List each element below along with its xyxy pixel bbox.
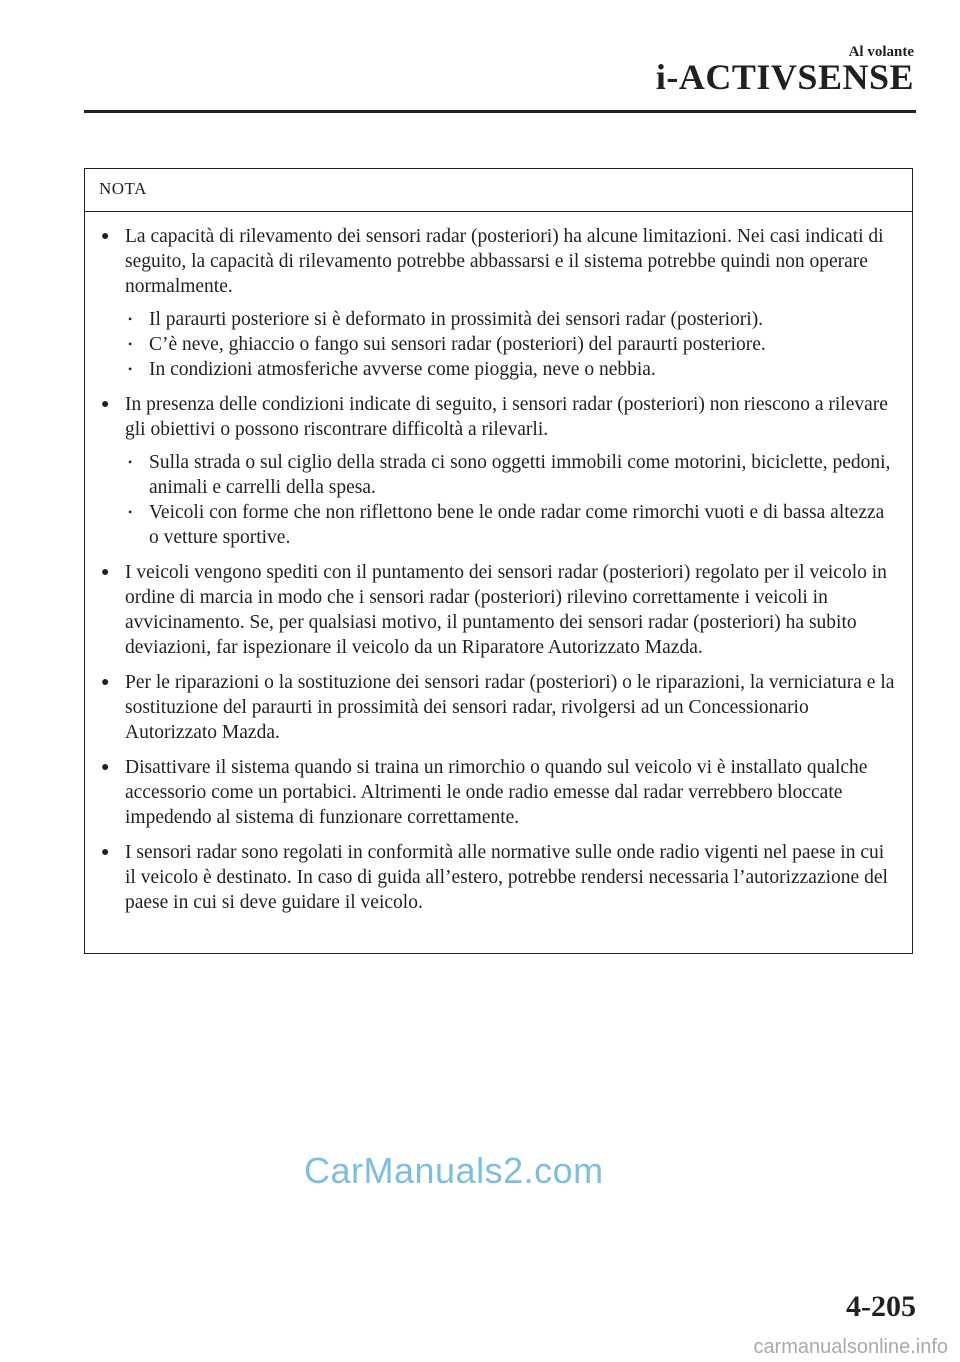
bullet-icon: ● xyxy=(101,229,110,244)
list-item-text: Disattivare il sistema quando si traina un rimorchio o quando sul veicolo vi è installato qualche accessorio come un portabici. Altrimenti le onde radio emesse dal radar verrebbero bloccate impedendo al sistema di funzionare correttamente. xyxy=(125,757,868,828)
list-item xyxy=(99,840,898,915)
list-item-text: In presenza delle condizioni indicate di seguito, i sensori radar (posteriori) non riescono a rilevare gli obiettivi o possono riscontrare difficoltà a rilevarli. xyxy=(125,394,888,440)
sub-list xyxy=(125,450,898,550)
sub-bullet-icon: • xyxy=(128,312,133,326)
bullet-icon: ● xyxy=(101,397,110,412)
bullet-icon: ● xyxy=(101,675,110,690)
footer-watermark: carmanualsonline.info xyxy=(753,1336,948,1358)
list-item xyxy=(99,560,898,660)
list-item xyxy=(99,670,898,745)
bullet-icon: ● xyxy=(101,760,110,775)
sub-bullet-icon: • xyxy=(128,337,133,351)
list-item xyxy=(99,755,898,830)
page-number: 4-205 xyxy=(846,1290,916,1323)
list-item-text: Per le riparazioni o la sostituzione dei sensori radar (posteriori) o le riparazioni, la verniciatura e la sostituzione del paraurti in prossimità dei sensori radar, rivolgersi ad un Concessionario Autorizzato Mazda. xyxy=(125,672,895,743)
list-item-text: I veicoli vengono spediti con il puntamento dei sensori radar (posteriori) regolato per il veicolo in ordine di marcia in modo che i sensori radar (posteriori) rilevino correttamente i veicoli in avvicinamento. Se, per qualsiasi motivo, il puntamento dei sensori radar (posteriori) ha subito deviazioni, far ispezionare il veicolo da un Riparatore Autorizzato Mazda. xyxy=(125,562,887,658)
sub-list-item xyxy=(125,332,898,357)
sub-list-item xyxy=(125,357,898,382)
sub-list xyxy=(125,307,898,382)
section-label: Al volante xyxy=(848,44,914,60)
sub-bullet-icon: • xyxy=(128,362,133,376)
note-body xyxy=(85,212,912,915)
sub-list-item-text: C’è neve, ghiaccio o fango sui sensori radar (posteriori) del paraurti posteriore. xyxy=(149,334,766,355)
page-title: i-ACTIVSENSE xyxy=(655,57,914,97)
header-divider xyxy=(84,110,916,113)
sub-list-item-text: Veicoli con forme che non riflettono bene le onde radar come rimorchi vuoti e di bassa altezza o vetture sportive. xyxy=(149,502,885,548)
note-heading: NOTA xyxy=(85,169,912,212)
list-item-text: La capacità di rilevamento dei sensori radar (posteriori) ha alcune limitazioni. Nei casi indicati di seguito, la capacità di rilevamento potrebbe abbassarsi e il sistema potrebbe quindi non operare normalmente. xyxy=(125,226,884,297)
list-item xyxy=(99,392,898,550)
sub-list-item xyxy=(125,450,898,500)
sub-bullet-icon: • xyxy=(128,455,133,469)
note-box xyxy=(84,168,913,954)
sub-bullet-icon: • xyxy=(128,505,133,519)
bullet-icon: ● xyxy=(101,565,110,580)
watermark-logo: CarManuals2.com xyxy=(304,1150,604,1191)
list-item xyxy=(99,224,898,382)
sub-list-item xyxy=(125,500,898,550)
bullet-icon: ● xyxy=(101,845,110,860)
sub-list-item-text: Il paraurti posteriore si è deformato in prossimità dei sensori radar (posteriori). xyxy=(149,309,764,330)
sub-list-item-text: In condizioni atmosferiche avverse come pioggia, neve o nebbia. xyxy=(149,359,656,380)
sub-list-item xyxy=(125,307,898,332)
list-item-text: I sensori radar sono regolati in conformità alle normative sulle onde radio vigenti nel paese in cui il veicolo è destinato. In caso di guida all’estero, potrebbe rendersi necessaria l’autorizzazione del paese in cui si deve guidare il veicolo. xyxy=(125,842,888,913)
sub-list-item-text: Sulla strada o sul ciglio della strada ci sono oggetti immobili come motorini, biciclette, pedoni, animali e carrelli della spesa. xyxy=(149,452,891,498)
